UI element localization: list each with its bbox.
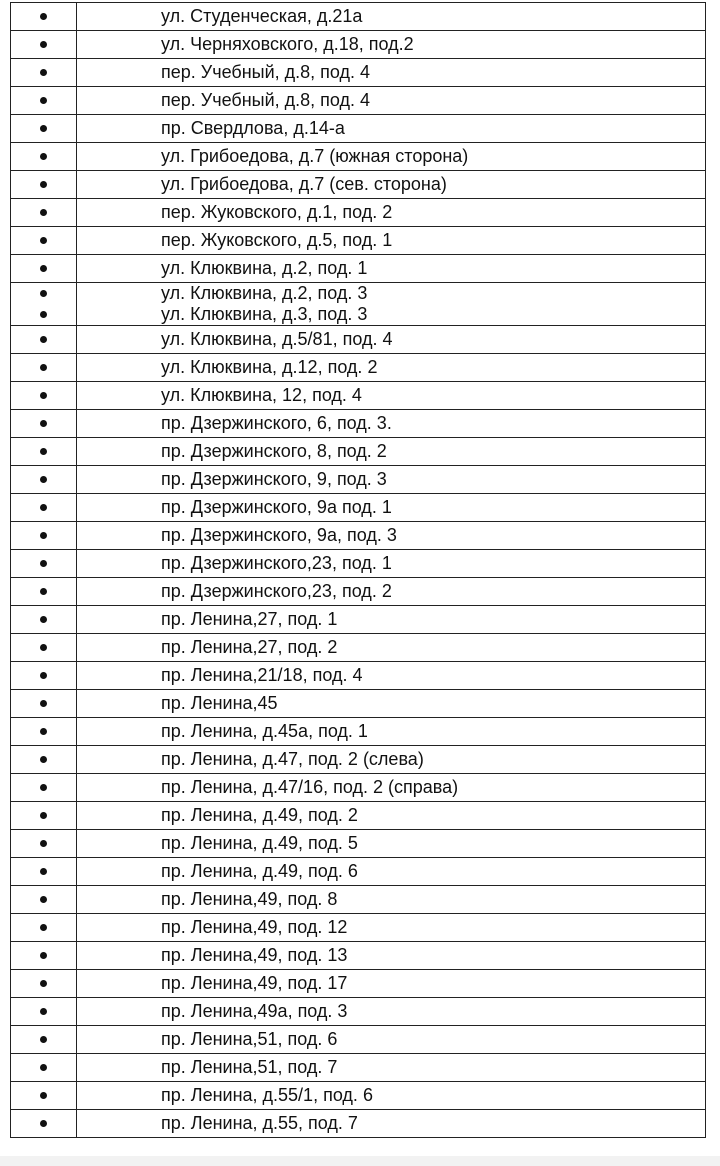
bullet-icon: [40, 784, 47, 791]
table-row: [11, 1110, 706, 1138]
bullet-cell: [11, 802, 77, 830]
address-cell: ул. Клюквина, д.12, под. 2: [77, 354, 706, 382]
address-cell: пр. Свердлова, д.14-а: [77, 115, 706, 143]
address-cell: пр. Ленина, д.47, под. 2 (слева): [77, 746, 706, 774]
address-cell: пр. Ленина,49, под. 12: [77, 914, 706, 942]
bullet-icon: [40, 265, 47, 272]
bullet-icon: [40, 756, 47, 763]
table-row: [11, 606, 706, 634]
bullet-cell: [11, 494, 77, 522]
bullet-icon: [40, 448, 47, 455]
table-row: [11, 354, 706, 382]
table-row: [11, 522, 706, 550]
address-cell: пер. Жуковского, д.5, под. 1: [77, 227, 706, 255]
table-row: [11, 255, 706, 283]
bullet-icon: [40, 728, 47, 735]
bullet-cell: [11, 830, 77, 858]
address-cell: пр. Ленина,49, под. 13: [77, 942, 706, 970]
bullet-icon: [40, 41, 47, 48]
address-cell: пр. Дзержинского, 9а под. 1: [77, 494, 706, 522]
address-cell: пр. Дзержинского,23, под. 2: [77, 578, 706, 606]
bullet-icon: [40, 700, 47, 707]
bullet-icon: [40, 924, 47, 931]
bullet-cell: [11, 199, 77, 227]
address-cell: ул. Студенческая, д.21а: [77, 3, 706, 31]
address-cell: ул. Клюквина, д.3, под. 3: [77, 304, 706, 326]
bullet-icon: [40, 13, 47, 20]
bullet-cell: [11, 970, 77, 998]
bullet-icon: [40, 336, 47, 343]
address-cell: пр. Ленина, д.55, под. 7: [77, 1110, 706, 1138]
table-row: [11, 283, 706, 305]
table-row: [11, 858, 706, 886]
bullet-cell: [11, 774, 77, 802]
bullet-icon: [40, 420, 47, 427]
bullet-icon: [40, 97, 47, 104]
bullet-cell: [11, 1082, 77, 1110]
address-cell: пр. Ленина, д.47/16, под. 2 (справа): [77, 774, 706, 802]
address-cell: пер. Учебный, д.8, под. 4: [77, 87, 706, 115]
bullet-icon: [40, 125, 47, 132]
bullet-cell: [11, 326, 77, 354]
bullet-cell: [11, 886, 77, 914]
bullet-icon: [40, 181, 47, 188]
bullet-cell: [11, 746, 77, 774]
table-row: [11, 171, 706, 199]
table-row: [11, 998, 706, 1026]
table-row: [11, 970, 706, 998]
bullet-icon: [40, 588, 47, 595]
address-cell: ул. Клюквина, д.2, под. 1: [77, 255, 706, 283]
address-cell: пр. Ленина,49, под. 17: [77, 970, 706, 998]
table-row: [11, 942, 706, 970]
bullet-icon: [40, 209, 47, 216]
bullet-cell: [11, 283, 77, 305]
address-cell: пр. Дзержинского,23, под. 1: [77, 550, 706, 578]
table-row: [11, 550, 706, 578]
table-row: [11, 59, 706, 87]
bullet-icon: [40, 868, 47, 875]
bullet-icon: [40, 69, 47, 76]
address-cell: пр. Дзержинского, 9, под. 3: [77, 466, 706, 494]
bullet-icon: [40, 1008, 47, 1015]
address-cell: ул. Клюквина, д.5/81, под. 4: [77, 326, 706, 354]
address-table: [10, 2, 706, 1138]
address-cell: пр. Ленина,21/18, под. 4: [77, 662, 706, 690]
table-row: [11, 914, 706, 942]
table-row: [11, 578, 706, 606]
bullet-cell: [11, 550, 77, 578]
table-row: [11, 410, 706, 438]
bullet-icon: [40, 980, 47, 987]
address-cell: пр. Ленина,45: [77, 690, 706, 718]
address-cell: пр. Ленина,49а, под. 3: [77, 998, 706, 1026]
table-row: [11, 830, 706, 858]
bullet-cell: [11, 718, 77, 746]
bullet-icon: [40, 1036, 47, 1043]
address-cell: пр. Ленина,27, под. 1: [77, 606, 706, 634]
address-cell: ул. Грибоедова, д.7 (сев. сторона): [77, 171, 706, 199]
address-cell: пр. Дзержинского, 8, под. 2: [77, 438, 706, 466]
bullet-cell: [11, 59, 77, 87]
bullet-icon: [40, 644, 47, 651]
bullet-icon: [40, 1120, 47, 1127]
bullet-cell: [11, 942, 77, 970]
bullet-cell: [11, 1026, 77, 1054]
address-cell: ул. Черняховского, д.18, под.2: [77, 31, 706, 59]
table-row: [11, 31, 706, 59]
address-table-body: [11, 3, 706, 1138]
bullet-icon: [40, 311, 47, 318]
address-cell: пр. Ленина, д.49, под. 6: [77, 858, 706, 886]
table-row: [11, 115, 706, 143]
address-cell: пр. Ленина,51, под. 7: [77, 1054, 706, 1082]
bullet-cell: [11, 410, 77, 438]
bullet-icon: [40, 392, 47, 399]
address-cell: пр. Ленина,27, под. 2: [77, 634, 706, 662]
table-row: [11, 634, 706, 662]
table-row: [11, 1054, 706, 1082]
table-row: [11, 199, 706, 227]
bullet-cell: [11, 634, 77, 662]
bullet-icon: [40, 812, 47, 819]
bullet-cell: [11, 115, 77, 143]
address-cell: пр. Ленина, д.55/1, под. 6: [77, 1082, 706, 1110]
table-row: [11, 227, 706, 255]
bullet-cell: [11, 466, 77, 494]
bullet-cell: [11, 143, 77, 171]
bullet-icon: [40, 364, 47, 371]
address-cell: пр. Ленина,51, под. 6: [77, 1026, 706, 1054]
address-cell: ул. Клюквина, д.2, под. 3: [77, 283, 706, 305]
table-row: [11, 3, 706, 31]
table-row: [11, 438, 706, 466]
address-cell: ул. Клюквина, 12, под. 4: [77, 382, 706, 410]
table-row: [11, 326, 706, 354]
bullet-icon: [40, 952, 47, 959]
table-row: [11, 1082, 706, 1110]
bullet-cell: [11, 1054, 77, 1082]
table-row: [11, 304, 706, 326]
table-row: [11, 466, 706, 494]
bullet-icon: [40, 153, 47, 160]
bullet-cell: [11, 438, 77, 466]
bullet-cell: [11, 31, 77, 59]
bullet-icon: [40, 672, 47, 679]
bullet-cell: [11, 858, 77, 886]
bullet-cell: [11, 662, 77, 690]
address-cell: пр. Дзержинского, 9а, под. 3: [77, 522, 706, 550]
bullet-icon: [40, 1092, 47, 1099]
bullet-icon: [40, 532, 47, 539]
table-row: [11, 494, 706, 522]
bullet-icon: [40, 840, 47, 847]
bullet-icon: [40, 504, 47, 511]
bullet-icon: [40, 290, 47, 297]
table-row: [11, 718, 706, 746]
bullet-icon: [40, 1064, 47, 1071]
bullet-icon: [40, 237, 47, 244]
bullet-icon: [40, 560, 47, 567]
bullet-cell: [11, 690, 77, 718]
bullet-cell: [11, 171, 77, 199]
bullet-cell: [11, 304, 77, 326]
table-row: [11, 382, 706, 410]
bullet-cell: [11, 227, 77, 255]
bullet-cell: [11, 522, 77, 550]
address-cell: ул. Грибоедова, д.7 (южная сторона): [77, 143, 706, 171]
address-cell: пер. Учебный, д.8, под. 4: [77, 59, 706, 87]
table-row: [11, 143, 706, 171]
address-cell: пр. Ленина, д.49, под. 5: [77, 830, 706, 858]
bullet-cell: [11, 354, 77, 382]
address-cell: пр. Ленина, д.45а, под. 1: [77, 718, 706, 746]
bullet-cell: [11, 1110, 77, 1138]
bullet-icon: [40, 616, 47, 623]
address-cell: пр. Ленина,49, под. 8: [77, 886, 706, 914]
bullet-cell: [11, 998, 77, 1026]
address-cell: пер. Жуковского, д.1, под. 2: [77, 199, 706, 227]
bullet-cell: [11, 382, 77, 410]
bullet-cell: [11, 255, 77, 283]
address-cell: пр. Дзержинского, 6, под. 3.: [77, 410, 706, 438]
bullet-cell: [11, 87, 77, 115]
bullet-icon: [40, 896, 47, 903]
table-row: [11, 746, 706, 774]
table-row: [11, 886, 706, 914]
table-row: [11, 87, 706, 115]
table-row: [11, 690, 706, 718]
table-row: [11, 1026, 706, 1054]
table-row: [11, 802, 706, 830]
table-row: [11, 774, 706, 802]
address-cell: пр. Ленина, д.49, под. 2: [77, 802, 706, 830]
bullet-cell: [11, 914, 77, 942]
table-row: [11, 662, 706, 690]
bullet-cell: [11, 606, 77, 634]
bullet-icon: [40, 476, 47, 483]
bullet-cell: [11, 3, 77, 31]
bullet-cell: [11, 578, 77, 606]
